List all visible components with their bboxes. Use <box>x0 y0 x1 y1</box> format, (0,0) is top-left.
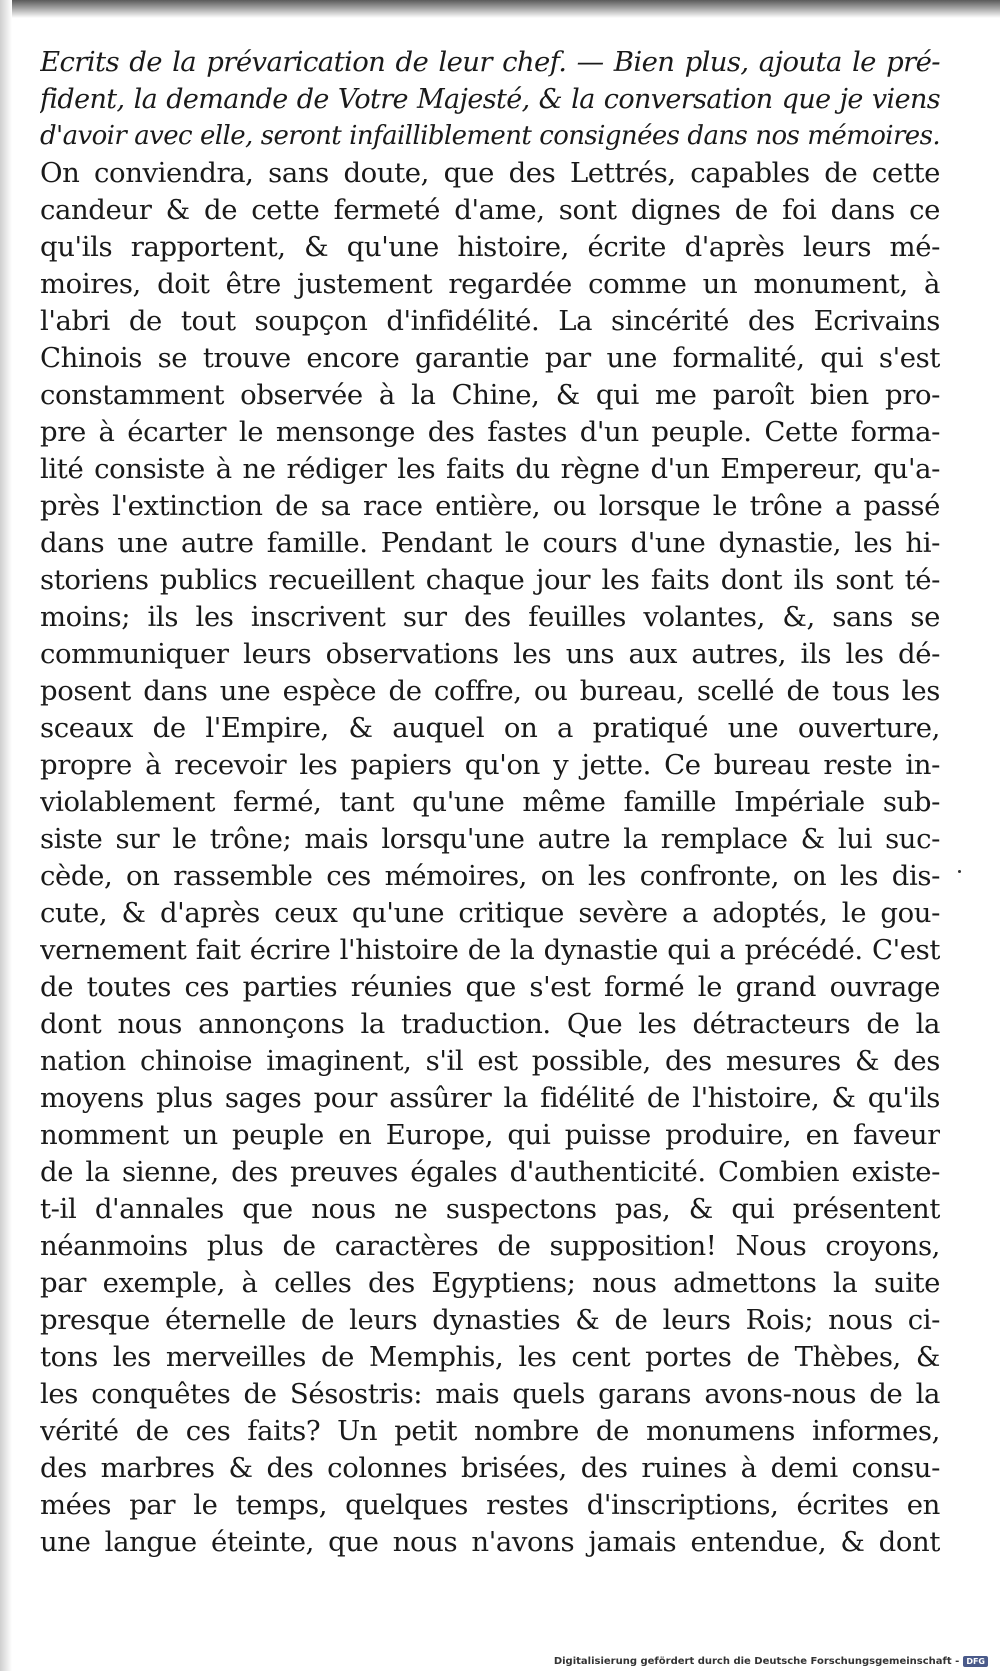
text-line: cute, & d'après ceux qu'une critique sevère a adoptés, le gou- <box>40 897 940 929</box>
text-line: lité consiste à ne rédiger les faits du règne d'un Empereur, qu'a- <box>40 453 940 485</box>
text-line: sceaux de l'Empire, & auquel on a pratiqué une ouverture, <box>40 712 940 744</box>
text-line: de toutes ces parties réunies que s'est formé le grand ouvrage <box>40 971 940 1003</box>
text-line: Ecrits de la prévarication de leur chef. — Bien plus, ajouta le pré- <box>40 46 940 78</box>
digitization-footer <box>554 1656 988 1667</box>
text-line: des marbres & des colonnes brisées, des ruines à demi consu- <box>40 1452 940 1484</box>
text-line: t-il d'annales que nous ne suspectons pas, & qui présentent <box>40 1193 940 1225</box>
text-line: communiquer leurs observations les uns aux autres, ils les dé- <box>40 638 940 670</box>
text-line: propre à recevoir les papiers qu'on y jette. Ce bureau reste in- <box>40 749 940 781</box>
page-top-shadow <box>0 0 1000 18</box>
text-line: constamment observée à la Chine, & qui me paroît bien pro- <box>40 379 940 411</box>
text-line: tons les merveilles de Memphis, les cent portes de Thèbes, & <box>40 1341 940 1373</box>
text-line: siste sur le trône; mais lorsqu'une autre la remplace & lui suc- <box>40 823 940 855</box>
ink-speck <box>958 870 961 873</box>
text-line: de la sienne, des preuves égales d'authenticité. Combien existe- <box>40 1156 940 1188</box>
text-line: candeur & de cette fermeté d'ame, sont dignes de foi dans ce <box>40 194 940 226</box>
text-line: cède, on rassemble ces mémoires, on les confronte, on les dis- <box>40 860 940 892</box>
page-left-edge <box>0 0 12 1671</box>
text-line: moins; ils les inscrivent sur des feuilles volantes, &, sans se <box>40 601 940 633</box>
text-line: dans une autre famille. Pendant le cours d'une dynastie, les hi- <box>40 527 940 559</box>
text-line: fident, la demande de Votre Majesté, & la conversation que je viens <box>40 84 940 115</box>
text-line: violablement fermé, tant qu'une même famille Impériale sub- <box>40 786 940 818</box>
text-line: qu'ils rapportent, & qu'une histoire, écrite d'après leurs mé- <box>40 231 940 263</box>
text-line: nomment un peuple en Europe, qui puisse produire, en faveur <box>40 1119 940 1151</box>
text-line: d'avoir avec elle, seront infailliblement consignées dans nos mémoires. <box>40 121 940 151</box>
text-line: pre à écarter le mensonge des fastes d'un peuple. Cette forma- <box>40 416 940 448</box>
text-line: moyens plus sages pour assûrer la fidélité de l'histoire, & qu'ils <box>40 1082 940 1114</box>
text-line: presque éternelle de leurs dynasties & de leurs Rois; nous ci- <box>40 1304 940 1336</box>
text-line: posent dans une espèce de coffre, ou bureau, scellé de tous les <box>40 675 940 707</box>
footer-credit-text: Digitalisierung gefördert durch die Deutsche Forschungsgemeinschaft - <box>553 1656 960 1667</box>
text-line: les conquêtes de Sésostris: mais quels garans avons-nous de la <box>40 1378 940 1410</box>
text-line: l'abri de tout soupçon d'infidélité. La sincérité des Ecrivains <box>40 305 940 337</box>
page-body-text <box>40 44 940 1561</box>
text-line: près l'extinction de sa race entière, ou lorsque le trône a passé <box>40 490 940 522</box>
text-line: une langue éteinte, que nous n'avons jamais entendue, & dont <box>40 1526 940 1558</box>
text-line: Chinois se trouve encore garantie par une formalité, qui s'est <box>40 342 940 374</box>
text-line: néanmoins plus de caractères de supposition! Nous croyons, <box>40 1230 940 1262</box>
text-line: storiens publics recueillent chaque jour les faits dont ils sont té- <box>40 564 940 596</box>
text-line: vernement fait écrire l'histoire de la dynastie qui a précédé. C'est <box>40 934 940 966</box>
text-line: mées par le temps, quelques restes d'inscriptions, écrites en <box>40 1489 940 1521</box>
text-line: nation chinoise imaginent, s'il est possible, des mesures & des <box>40 1045 940 1077</box>
text-line: dont nous annonçons la traduction. Que les détracteurs de la <box>40 1008 940 1040</box>
dfg-logo-icon: DFG <box>963 1656 988 1667</box>
text-line: vérité de ces faits? Un petit nombre de monumens informes, <box>40 1415 940 1447</box>
text-line: par exemple, à celles des Egyptiens; nous admettons la suite <box>40 1267 940 1299</box>
text-line: On conviendra, sans doute, que des Lettrés, capables de cette <box>40 157 940 189</box>
text-line: moires, doit être justement regardée comme un monument, à <box>40 268 940 300</box>
